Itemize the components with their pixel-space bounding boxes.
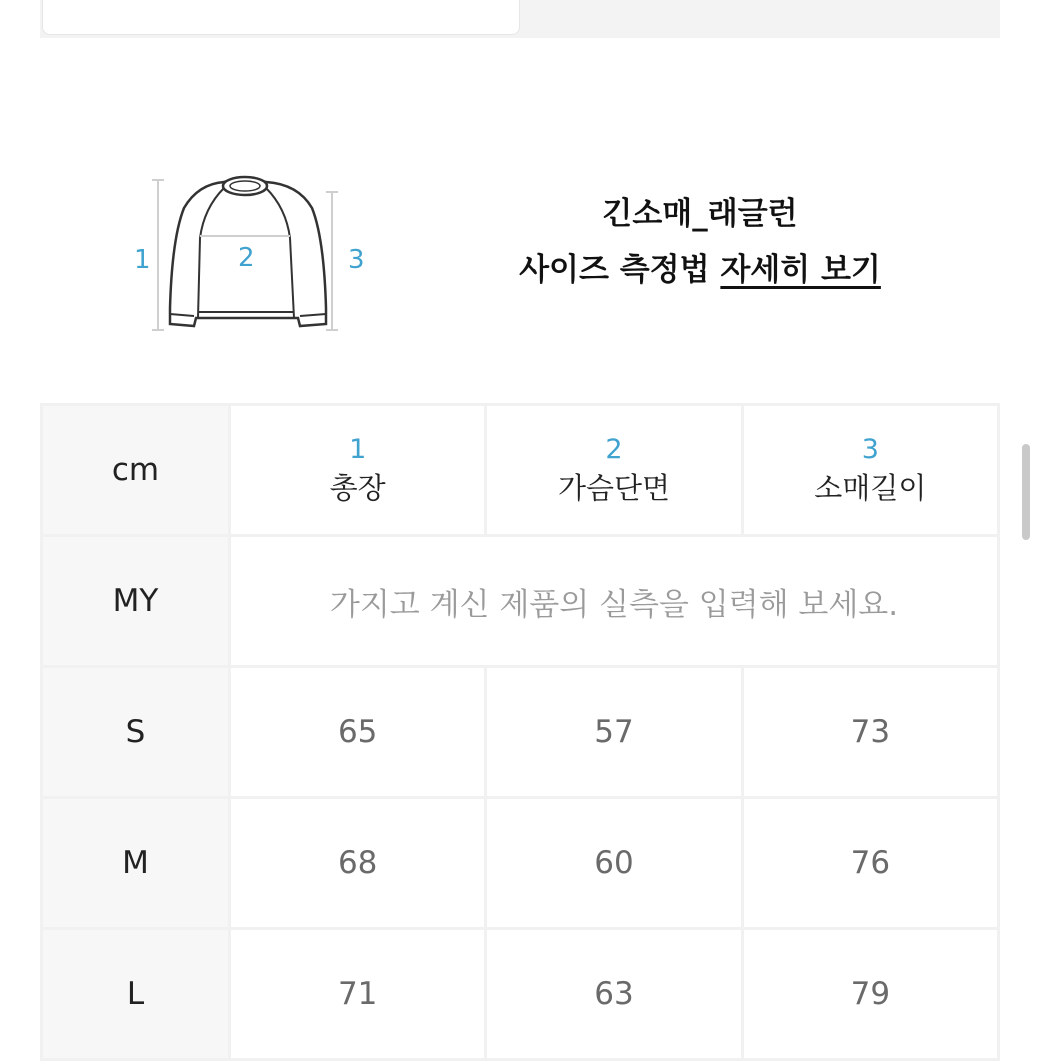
scrollbar-thumb[interactable]: [1022, 444, 1030, 540]
length-value: 68: [230, 798, 486, 929]
previous-section-card: [42, 0, 520, 35]
my-size-input-prompt[interactable]: 가지고 계신 제품의 실측을 입력해 보세요.: [230, 536, 999, 667]
column-number: 2: [605, 434, 623, 465]
column-header-sleeve: [742, 405, 998, 536]
column-name: 총장: [329, 471, 386, 505]
table-header-row: [42, 405, 999, 536]
measurement-guide-text: [470, 192, 930, 292]
sleeve-value: 73: [742, 667, 998, 798]
column-header-length: [230, 405, 486, 536]
column-number: 3: [861, 434, 879, 465]
my-size-label: MY: [42, 536, 230, 667]
measure-label-2: 2: [238, 243, 255, 273]
chest-value: 63: [486, 929, 742, 1060]
chest-value: 60: [486, 798, 742, 929]
measure-label-3: 3: [348, 245, 365, 275]
column-name: 가슴단면: [557, 471, 671, 505]
guide-subtitle-prefix: 사이즈 측정법: [519, 252, 710, 288]
size-table: [40, 403, 1000, 1061]
length-value: 71: [230, 929, 486, 1060]
raglan-sweater-icon: [128, 168, 378, 338]
table-row: [42, 798, 999, 929]
table-row: [42, 667, 999, 798]
column-name: 소매길이: [814, 471, 927, 505]
guide-subtitle: [470, 248, 930, 292]
chest-value: 57: [486, 667, 742, 798]
unit-cell: cm: [42, 405, 230, 536]
size-label: S: [42, 667, 230, 798]
column-number: 1: [349, 434, 367, 465]
column-header-chest: [486, 405, 742, 536]
measure-label-1: 1: [134, 245, 151, 275]
sleeve-value: 76: [742, 798, 998, 929]
sleeve-value: 79: [742, 929, 998, 1060]
my-size-row: [42, 536, 999, 667]
length-value: 65: [230, 667, 486, 798]
sweater-measurement-illustration: [128, 168, 378, 338]
size-label: L: [42, 929, 230, 1060]
size-label: M: [42, 798, 230, 929]
guide-title: 긴소매_래글런: [602, 196, 798, 232]
guide-detail-link[interactable]: 자세히 보기: [720, 252, 881, 288]
